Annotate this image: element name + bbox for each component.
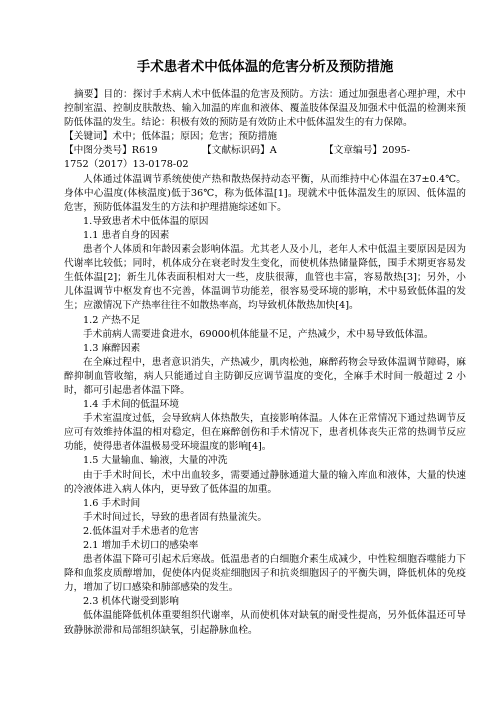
section-heading: 1.5 大量输血、输液，大量的冲洗: [83, 455, 228, 467]
section-paragraph: 由于手术时间长，术中出血较多，需要通过静脉通道大量的输入库血和液体，大量的快速的冷液体进入病人体内，更导致了低体温的加重。: [64, 469, 466, 495]
body-sections: [64, 215, 466, 638]
section-heading: 1.导致患者术中低体温的原因: [83, 215, 209, 227]
section-heading: 2.低体温对手术患者的危害: [83, 525, 199, 537]
intro-paragraph: 人体通过体温调节系统使使产热和散热保持动态平衡，从而维持中心体温在37±0.4℃。身体中心温度(体核温度)低于36℃，称为低体温[1]。现就术中低体温发生的原因、低体温的危害，预防低体温发生的方法和护理措施综述如下。: [64, 173, 466, 213]
abstract: 摘要】目的：探讨手术病人术中低体温的危害及预防。方法：通过加强患者心理护理，术中控制室温、控制皮肤散热、输入加温的库血和液体、覆盖肢体保温及加强术中低温的检测来预防低体温的发生。结论：积极有效的预防是有效防止术中低体温发生的有力保障。: [64, 89, 466, 129]
section-paragraph: 手术时间过长，导致的患者固有热量流失。: [83, 511, 268, 523]
section-heading: 1.4 手术间的低温环境: [83, 399, 179, 411]
section-paragraph: 低体温能降低机体重要组织代谢率，从而使机体对缺氧的耐受性提高，另外低体温还可导致静脉淤滞和局部组织缺氧，引起静脉血栓。: [64, 610, 466, 636]
section-paragraph: 患者体温下降可引起术后寒战。低温患者的白细胞介素生成减少，中性粒细胞吞噬能力下降和血浆皮质醇增加，促使体内促炎症细胞因子和抗炎细胞因子的平衡失调，降低机体的免疫力，增加了切口感染和肺部感染的发生。: [64, 554, 466, 594]
section-paragraph: 患者个人体质和年龄因素会影响体温。尤其老人及小儿，老年人术中低温主要原因是因为代谢率比较低；同时，机体成分在衰老时发生变化，而使机体热储量降低，围手术期更容易发生低体温[2]；新生儿体表面积相对大一些，皮肤很薄，血管也丰富，容易散热[3]；另外，小儿体温调节中枢发育也不完善，体温调节功能差，很容易受环境的影响，术中易致低体温的发生；应激情况下产热率往往不如散热率高，均导致机体散热加快[4]。: [64, 244, 466, 312]
article-number-cont: 1752（2017）13-0178-02: [64, 159, 189, 171]
section-heading: 1.3 麻醉因素: [83, 342, 141, 354]
clc-number: 【中图分类号】R619: [64, 145, 158, 157]
section-paragraph: 手术室温度过低，会导致病人体热散失，直接影响体温。人体在正常情况下通过热调节反应可有效维持体温的相对稳定，但在麻醉创伤和手术情况下，患者机体丧失正常的热调节反应功能，使得患者体温极易受环境温度的影响[4]。: [64, 413, 466, 453]
article-title: 手术患者术中低体温的危害分析及预防措施: [136, 59, 394, 75]
article-number: 【文章编号】2095-: [324, 145, 411, 157]
section-heading: 1.1 患者自身的因素: [83, 229, 170, 241]
classification-row: [64, 144, 466, 158]
document-code: 【文献标识码】A: [202, 145, 277, 157]
section-heading: 1.2 产热不足: [83, 314, 141, 326]
section-heading: 2.3 机体代谢受到影响: [83, 596, 179, 608]
section-paragraph: 手术前病人需要进食进水，69000机体能量不足，产热减少，术中易导致低体温。: [83, 328, 434, 340]
section-paragraph: 在全麻过程中，患者意识消失，产热减少，肌肉松弛，麻醉药物会导致体温调节障碍，麻醉抑制血管收缩，病人只能通过自主防御反应调节温度的变化，全麻手术时间一般超过 2 小时，都可引起患者体温下降。: [64, 356, 466, 396]
keywords: 【关键词】术中；低体温；原因；危害；预防措施: [64, 131, 278, 143]
section-heading: 1.6 手术时间: [83, 497, 141, 509]
section-heading: 2.1 增加手术切口的感染率: [83, 540, 199, 551]
